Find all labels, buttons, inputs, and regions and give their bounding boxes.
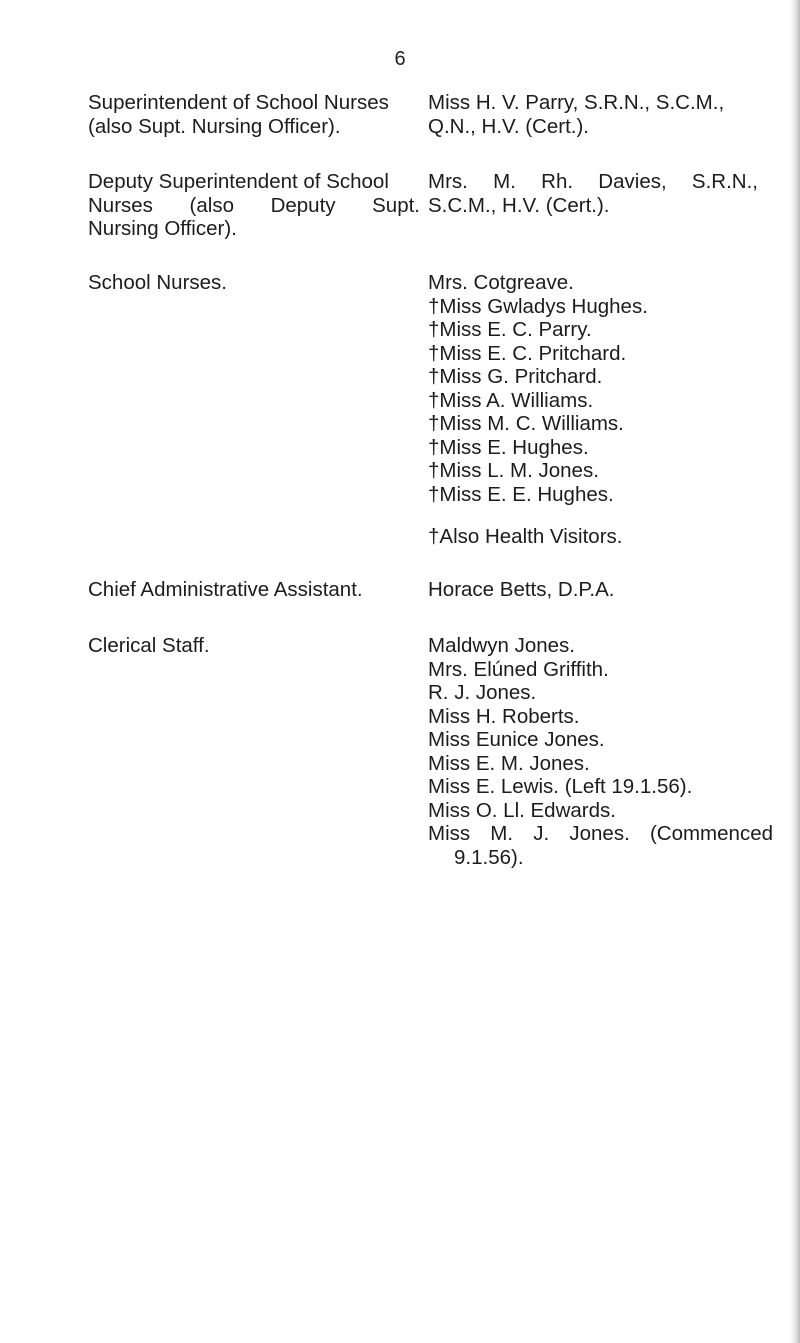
health-visitors-footnote: †Also Health Visitors. xyxy=(428,525,623,548)
chief-admin-name: Horace Betts, D.P.A. xyxy=(428,578,615,601)
superintendent-name-line-2: Q.N., H.V. (Cert.). xyxy=(428,114,589,138)
list-item: Miss Eunice Jones. xyxy=(428,728,605,751)
list-item: Miss O. Ll. Edwards. xyxy=(428,798,616,822)
school-nurses-list xyxy=(428,271,758,506)
page-number: 6 xyxy=(394,48,406,70)
list-item: †Miss L. M. Jones. xyxy=(428,459,599,482)
deputy-title-line-2: Nurses (also Deputy Supt. xyxy=(88,193,420,217)
list-item: Mrs. Cotgreave. xyxy=(428,271,574,294)
list-item: †Miss E. C. Pritchard. xyxy=(428,341,627,365)
clerical-staff-title: Clerical Staff. xyxy=(88,634,210,657)
deputy-name xyxy=(428,170,758,217)
list-item: †Miss Gwladys Hughes. xyxy=(428,294,648,318)
superintendent-title xyxy=(88,91,420,138)
superintendent-title-line-1: Superintendent of School Nurses xyxy=(88,91,389,114)
superintendent-title-line-2: (also Supt. Nursing Officer). xyxy=(88,114,341,138)
page-edge-shadow xyxy=(790,0,800,1343)
list-item: Miss E. Lewis. (Left 19.1.56). xyxy=(428,775,693,798)
list-item: †Miss E. E. Hughes. xyxy=(428,482,614,506)
deputy-name-line-1: Mrs. M. Rh. Davies, S.R.N., xyxy=(428,170,758,193)
clerical-staff-list xyxy=(428,634,773,869)
list-item: Miss H. Roberts. xyxy=(428,704,580,728)
superintendent-name xyxy=(428,91,758,138)
deputy-title-line-3: Nursing Officer). xyxy=(88,217,237,240)
list-item: R. J. Jones. xyxy=(428,681,537,704)
school-nurses-title: School Nurses. xyxy=(88,271,228,294)
list-item: †Miss A. Williams. xyxy=(428,388,594,412)
list-item: †Miss E. C. Parry. xyxy=(428,318,592,341)
list-item: Miss E. M. Jones. xyxy=(428,751,590,775)
list-item: Maldwyn Jones. xyxy=(428,634,575,657)
chief-admin-title: Chief Administrative Assistant. xyxy=(88,578,363,601)
list-item: †Miss M. C. Williams. xyxy=(428,412,624,435)
superintendent-name-line-1: Miss H. V. Parry, S.R.N., S.C.M., xyxy=(428,91,725,114)
deputy-title xyxy=(88,170,420,241)
list-item: †Miss G. Pritchard. xyxy=(428,365,603,388)
list-item: Mrs. Elúned Griffith. xyxy=(428,657,609,681)
list-item-continuation: 9.1.56). xyxy=(454,845,524,869)
deputy-name-line-2: S.C.M., H.V. (Cert.). xyxy=(428,193,610,217)
list-item: †Miss E. Hughes. xyxy=(428,435,589,459)
list-item: Miss M. J. Jones. (Commenced xyxy=(428,822,773,845)
deputy-title-line-1: Deputy Superintendent of School xyxy=(88,170,389,193)
